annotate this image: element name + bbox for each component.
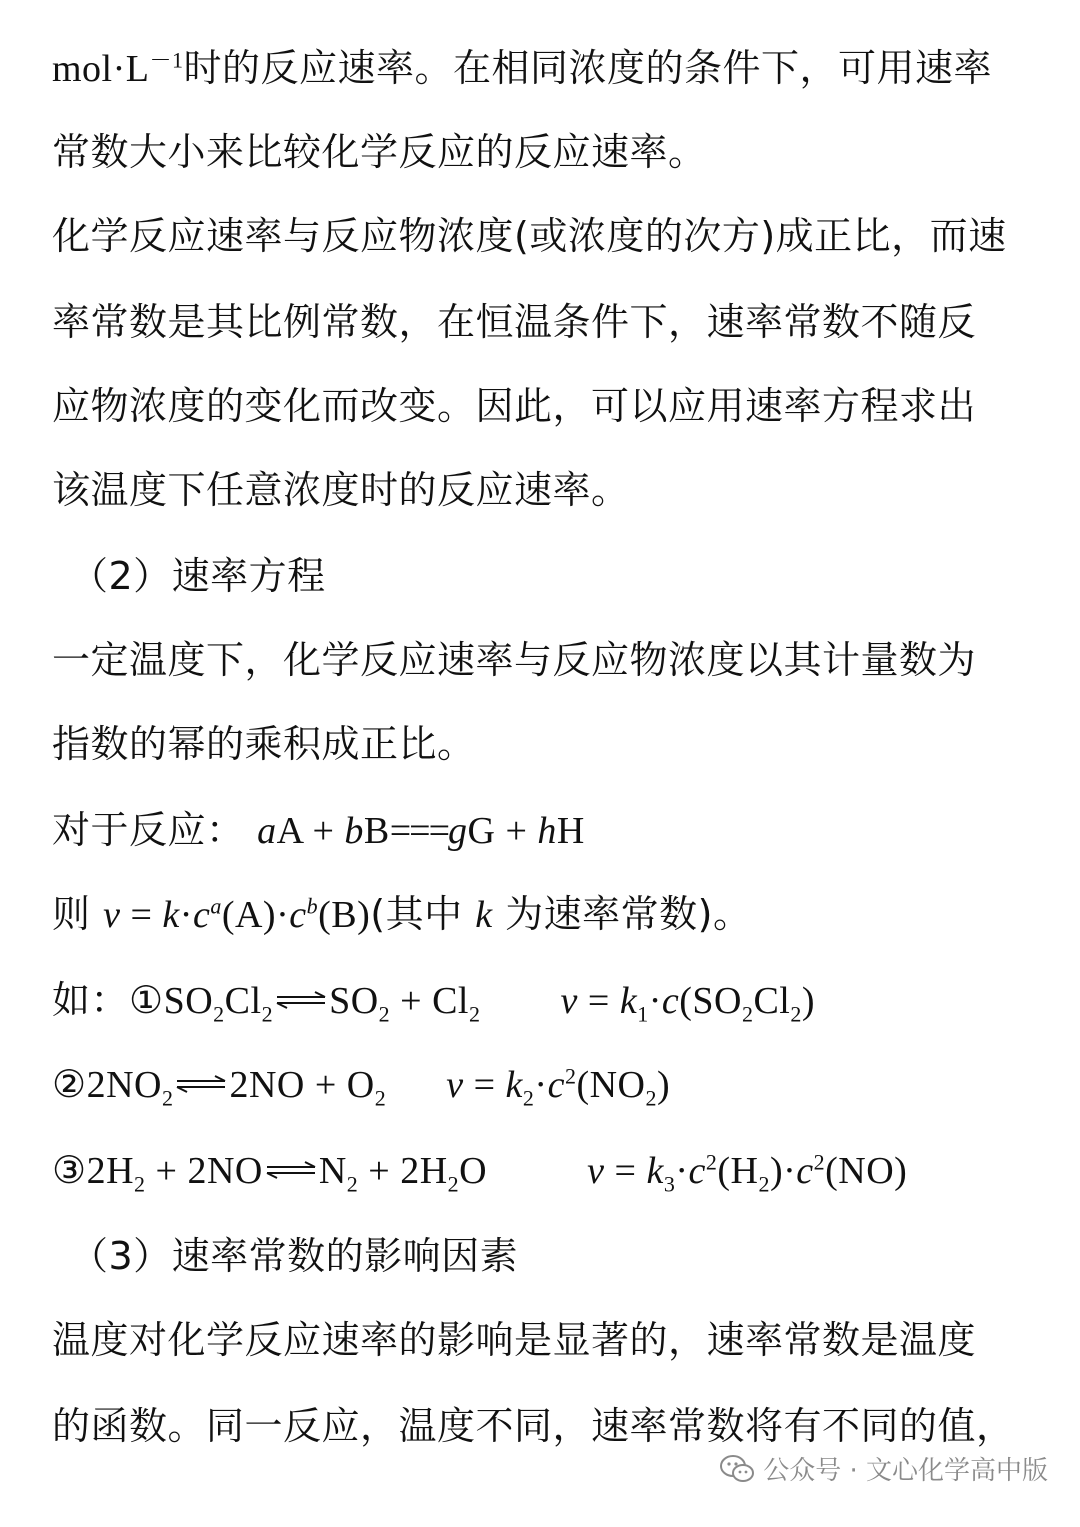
example-3-equation: $③2H_2 + 2NO$ $N_2 + 2H_2O$ xyxy=(52,1150,488,1197)
reaction-label: 对于反应： xyxy=(52,808,245,852)
general-reaction-equation: aA + bB===gG + hH xyxy=(257,810,585,852)
equilibrium-arrow-icon xyxy=(273,990,329,1010)
text-line-5: 应物浓度的变化而改变。因此，可以应用速率方程求出 xyxy=(52,384,977,428)
equilibrium-arrow-icon xyxy=(263,1160,319,1180)
example-label: 如： xyxy=(52,978,130,1022)
example-2-equation: $②2NO_2$ $2NO + O_2$ xyxy=(52,1064,387,1111)
wechat-icon xyxy=(719,1454,755,1484)
section-heading-2: （2）速率方程 xyxy=(70,554,326,598)
text-line-6: 该温度下任意浓度时的反应速率。 xyxy=(52,468,630,512)
example-3-line xyxy=(52,1146,1040,1195)
example-1-line xyxy=(52,976,1040,1025)
text-line-7: 一定温度下，化学反应速率与反应物浓度以其计量数为 xyxy=(52,638,977,682)
rate-law-note-start: (其中 xyxy=(370,892,463,936)
equilibrium-arrow-icon xyxy=(173,1074,229,1094)
rate-law-expression: $v = k\cdot c^a(A)\cdot c^b(B)$ xyxy=(103,893,371,936)
example-2-line xyxy=(52,1060,1040,1109)
unit-mol-per-l: $mol\cdot L^{-1}$ xyxy=(52,47,184,90)
watermark xyxy=(719,1450,1048,1487)
example-1-rate: $v = k_1\cdot c(SO_2Cl_2)$ xyxy=(560,980,816,1027)
rate-law-note-end: 为速率常数)。 xyxy=(505,892,752,936)
example-2-rate: $v = k_2\cdot c^2(NO_2)$ xyxy=(446,1063,671,1111)
text-line-3: 化学反应速率与反应物浓度(或浓度的次方)成正比，而速 xyxy=(52,214,1007,258)
example-1-equation: $①SO_2Cl_2$ $SO_2 + Cl_2$ xyxy=(129,980,481,1027)
text-line-2: 常数大小来比较化学反应的反应速率。 xyxy=(52,130,707,174)
reaction-general-line xyxy=(52,806,1040,855)
text-line-8: 指数的幂的乘积成正比。 xyxy=(52,722,476,766)
rate-law-line xyxy=(52,890,1040,939)
text-line-1 xyxy=(52,44,1040,93)
watermark-text: 公众号 · 文心化学高中版 xyxy=(763,1456,1048,1486)
text-line-12: 温度对化学反应速率的影响是显著的，速率常数是温度 xyxy=(52,1318,977,1362)
rate-constant-symbol: k xyxy=(475,894,493,936)
rate-law-label: 则 xyxy=(52,892,91,936)
section-heading-3: （3）速率常数的影响因素 xyxy=(70,1234,519,1278)
text-line-13: 的函数。同一反应，温度不同，速率常数将有不同的值， xyxy=(52,1404,1015,1448)
example-3-rate: $v = k_3\cdot c^2(H_2)\cdot c^2(NO)$ xyxy=(587,1149,908,1197)
line-1-text: 时的反应速率。在相同浓度的条件下，可用速率 xyxy=(183,46,993,90)
text-line-4: 率常数是其比例常数，在恒温条件下，速率常数不随反 xyxy=(52,300,977,344)
